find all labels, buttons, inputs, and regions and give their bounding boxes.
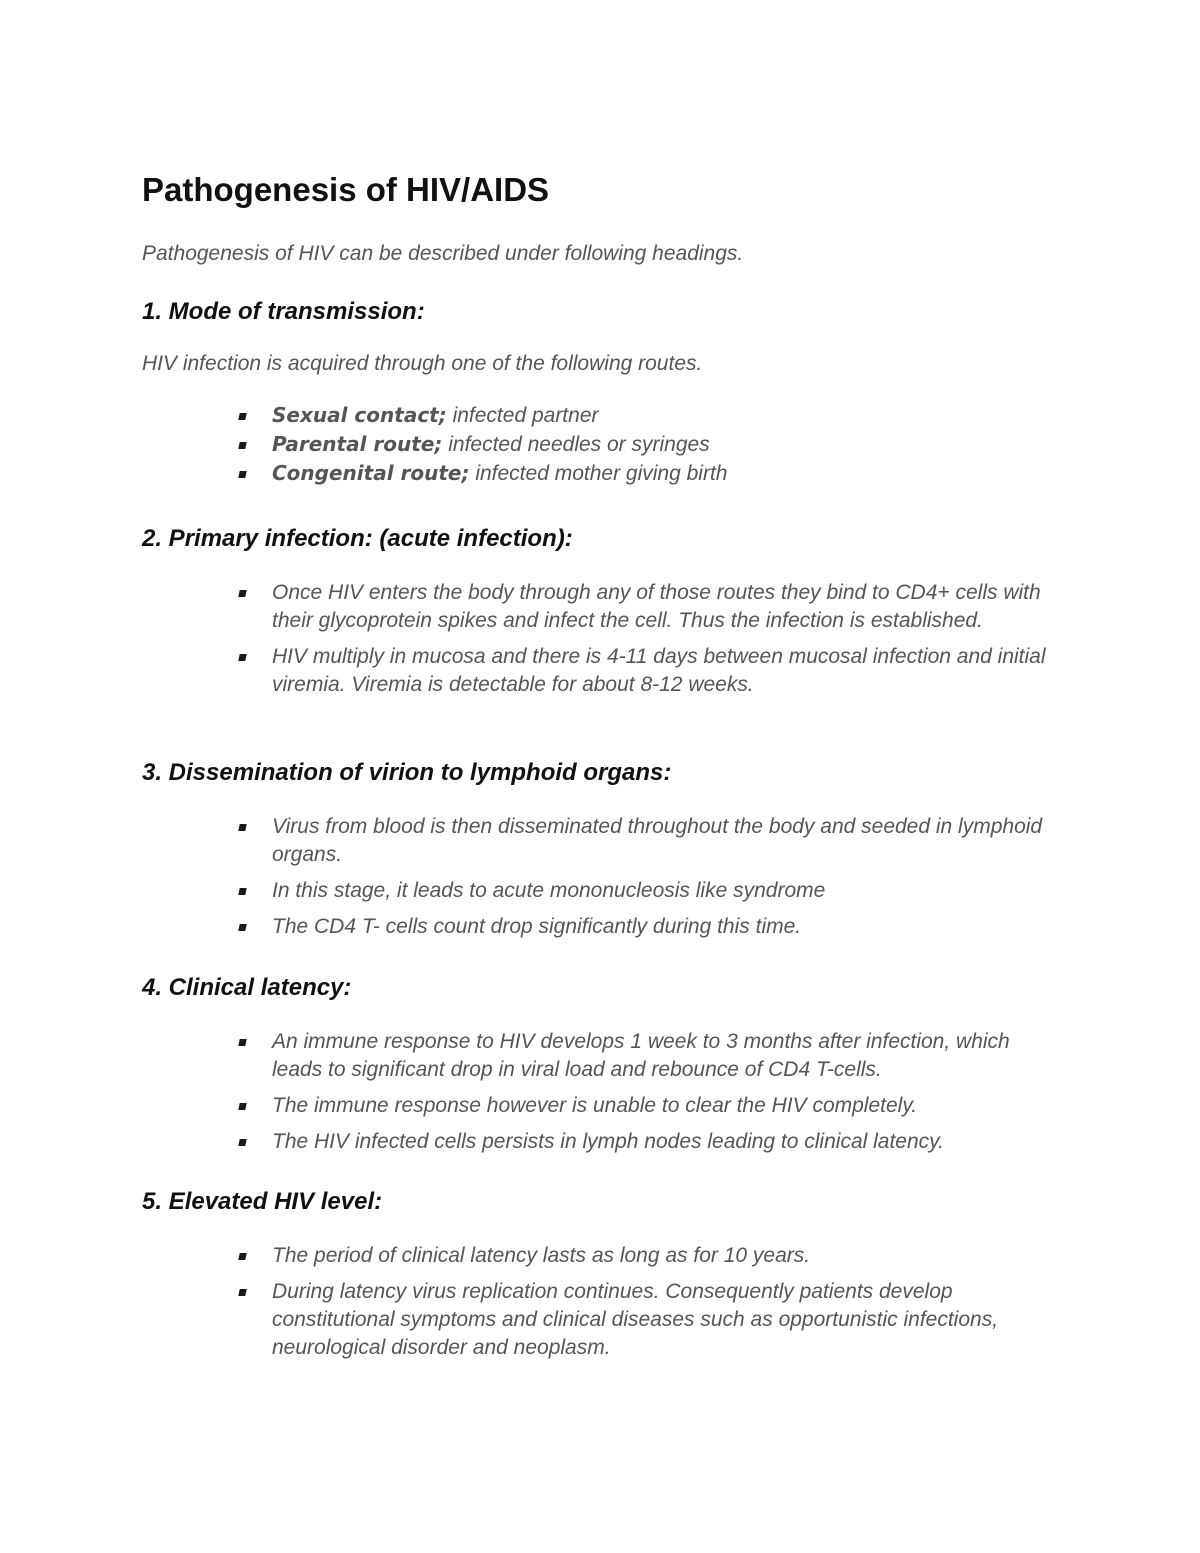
list-item-text: During latency virus replication continues. Consequently patients develop constitutional symptoms and clinical diseases such as opportunistic infections, neurological disorder and neoplasm. <box>272 1280 999 1359</box>
page-title: Pathogenesis of HIV/AIDS <box>142 171 550 208</box>
list-item-text: An immune response to HIV develops 1 week to 3 months after infection, which leads to significant drop in viral load and rebounce of CD4 T-cells. <box>272 1030 1010 1081</box>
square-bullet-icon <box>238 1289 246 1296</box>
list-item <box>142 913 1062 941</box>
list-item-text: infected mother giving birth <box>469 462 728 485</box>
list-item <box>142 430 1062 459</box>
list-item-text: In this stage, it leads to acute mononucleosis like syndrome <box>272 879 826 902</box>
list-item <box>142 1128 1062 1156</box>
square-bullet-icon <box>238 413 246 420</box>
list-item-text: infected partner <box>446 404 599 427</box>
section-heading: 2. Primary infection: (acute infection): <box>142 525 573 552</box>
list-item-text: infected needles or syringes <box>442 433 710 456</box>
section-heading: 1. Mode of transmission: <box>142 298 425 325</box>
square-bullet-icon <box>238 924 246 931</box>
list-item-text: The immune response however is unable to clear the HIV completely. <box>272 1094 918 1117</box>
intro-paragraph: Pathogenesis of HIV can be described under following headings. <box>142 242 744 265</box>
section-mode-of-transmission <box>142 296 1062 488</box>
list-item <box>142 579 1062 635</box>
list-item <box>142 1242 1062 1270</box>
list-item-text: Once HIV enters the body through any of those routes they bind to CD4+ cells with their glycoprotein spikes and infect the cell. Thus the infection is established. <box>272 581 1041 632</box>
list-item <box>142 1028 1062 1084</box>
list-item-text: Virus from blood is then disseminated throughout the body and seeded in lymphoid organs. <box>272 815 1043 866</box>
list-item-text: The HIV infected cells persists in lymph nodes leading to clinical latency. <box>272 1130 944 1153</box>
list-item-term: Sexual contact; <box>272 403 447 427</box>
square-bullet-icon <box>238 654 246 661</box>
section-primary-infection <box>142 523 1062 707</box>
bullet-list <box>142 579 1062 699</box>
square-bullet-icon <box>238 1103 246 1110</box>
list-item-term: Congenital route; <box>272 461 470 485</box>
list-item <box>142 459 1062 488</box>
list-item-term: Parental route; <box>272 432 443 456</box>
section-heading: 4. Clinical latency: <box>142 974 352 1001</box>
list-item <box>142 1278 1062 1362</box>
list-item <box>142 643 1062 699</box>
section-clinical-latency <box>142 972 1062 1164</box>
section-dissemination <box>142 757 1062 949</box>
square-bullet-icon <box>238 824 246 831</box>
list-item <box>142 401 1062 430</box>
square-bullet-icon <box>238 442 246 449</box>
bullet-list <box>142 1028 1062 1156</box>
section-heading: 3. Dissemination of virion to lymphoid organs: <box>142 759 672 786</box>
list-item <box>142 1092 1062 1120</box>
section-lead-text: HIV infection is acquired through one of the following routes. <box>142 352 703 375</box>
square-bullet-icon <box>238 888 246 895</box>
square-bullet-icon <box>238 1039 246 1046</box>
section-heading: 5. Elevated HIV level: <box>142 1188 383 1215</box>
square-bullet-icon <box>238 1139 246 1146</box>
section-elevated-hiv-level <box>142 1186 1062 1370</box>
list-item-text: The CD4 T- cells count drop significantly during this time. <box>272 915 802 938</box>
square-bullet-icon <box>238 1253 246 1260</box>
list-item <box>142 813 1062 869</box>
bullet-list <box>142 1242 1062 1362</box>
bullet-list <box>142 813 1062 941</box>
square-bullet-icon <box>238 590 246 597</box>
square-bullet-icon <box>238 471 246 478</box>
list-item-text: HIV multiply in mucosa and there is 4-11 days between mucosal infection and initial viremia. Viremia is detectable for about 8-12 weeks. <box>272 645 1046 696</box>
list-item-text: The period of clinical latency lasts as long as for 10 years. <box>272 1244 811 1267</box>
list-item <box>142 877 1062 905</box>
bullet-list <box>142 401 1062 488</box>
